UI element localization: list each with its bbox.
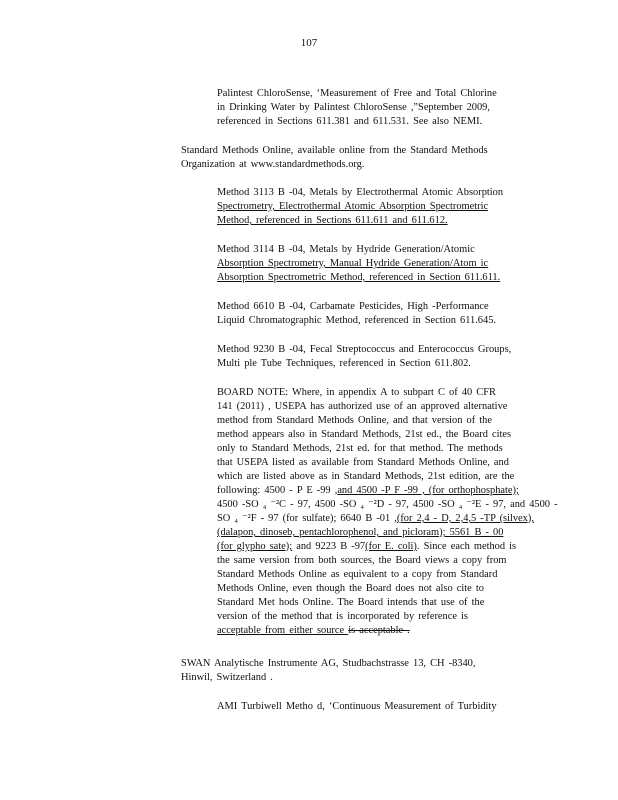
board-note-line-15: Methods Online, even though the Board does not also cite to — [217, 583, 484, 594]
palintest-line-1: Palintest ChloroSense, ‘Measurement of Free and Total Chlorine — [217, 88, 497, 99]
swan-line-1: SWAN Analytische Instrumente AG, Studbachstrasse 13, CH -8340, — [181, 658, 476, 669]
board-note-line-14: Standard Methods Online as equivalent to a copy from Standard — [217, 569, 498, 580]
smo-line-1: Standard Methods Online, available online from the Standard Methods — [181, 145, 488, 156]
standard-methods-online-entry — [181, 144, 488, 172]
board-note-line-16: Standard Met hods Online. The Board intends that use of the — [217, 597, 485, 608]
board-note-line-4: method appears also in Standard Methods, 21st ed., the Board cites — [217, 429, 512, 440]
method-6610-entry — [217, 300, 496, 328]
ami-entry — [217, 700, 497, 714]
board-note — [217, 386, 558, 638]
board-note-line-8-c: (for orthophosphate); — [424, 485, 519, 496]
swan-entry — [181, 657, 475, 685]
board-note-line-18-c: is acceptable . — [348, 625, 410, 636]
board-note-line-10-b: (for 2,4 - D, 2,4,5 -TP (silvex), — [396, 513, 534, 524]
board-note-line-13: the same version from both sources, the Board views a copy from — [217, 555, 507, 566]
page-number: 107 — [300, 37, 318, 49]
method-3113-line-2: Spectrometry, Electrothermal Atomic Absorption Spectrometric — [217, 201, 489, 212]
board-note-line-12-b: and 9223 B -97 — [292, 541, 366, 552]
method-9230-line-1: Method 9230 B -04, Fecal Streptococcus and Enterococcus Groups, — [217, 344, 512, 355]
method-3114-entry — [217, 243, 500, 285]
board-note-line-8 — [217, 484, 558, 498]
board-note-line-5: only to Standard Methods, 21st ed. for that method. The methods — [217, 443, 503, 454]
board-note-line-8-a: following: 4500 - P E -99 , — [217, 485, 338, 496]
board-note-line-12-d: . Since each method is — [416, 541, 517, 552]
method-3114-line-3: Absorption Spectrometric Method, referenced in Section 611.611. — [217, 272, 501, 283]
board-note-line-1: BOARD NOTE: Where, in appendix A to subpart C of 40 CFR — [217, 387, 496, 398]
board-note-line-9: 4500 -SO ₄ ⁻²C - 97, 4500 -SO ₄ ⁻²D - 97, 4500 -SO ₄ ⁻²E - 97, and 4500 - — [217, 499, 558, 510]
method-9230-line-2: Multi ple Tube Techniques, referenced in Section 611.802. — [217, 358, 471, 369]
palintest-entry — [217, 87, 497, 129]
method-3113-line-3: Method, referenced in Sections 611.611 and 611.612. — [217, 215, 448, 226]
board-note-line-7: which are listed above as in Standard Methods, 21st edition, are the — [217, 471, 515, 482]
palintest-line-2: in Drinking Water by Palintest ChloroSense ,”September 2009, — [217, 102, 490, 113]
board-note-line-12-a: (for glypho sate); — [217, 541, 293, 552]
method-3113-line-1: Method 3113 B -04, Metals by Electrothermal Atomic Absorption — [217, 187, 504, 198]
swan-line-2: Hinwil, Switzerland . — [181, 672, 273, 683]
board-note-line-12 — [217, 540, 558, 554]
ami-line-1: AMI Turbiwell Metho d, ‘Continuous Measurement of Turbidity — [217, 701, 497, 712]
board-note-line-18-a: acceptable — [217, 625, 261, 636]
board-note-line-2: 141 (2011) , USEPA has authorized use of an approved alternative — [217, 401, 508, 412]
board-note-line-17: version of the method that is incorporated by reference is — [217, 611, 468, 622]
method-6610-line-1: Method 6610 B -04, Carbamate Pesticides, High -Performance — [217, 301, 489, 312]
method-6610-line-2: Liquid Chromatographic Method, referenced in Section 611.645. — [217, 315, 496, 326]
board-note-line-18 — [217, 624, 558, 638]
board-note-line-12-c: (for E. coli) — [365, 541, 417, 552]
palintest-line-3: referenced in Sections 611.381 and 611.531. See also NEMI. — [217, 116, 483, 127]
board-note-line-8-b: and 4500 -P F -99 , — [337, 485, 425, 496]
method-3113-entry — [217, 186, 503, 228]
board-note-line-6: that USEPA listed as available from Standard Methods Online, and — [217, 457, 509, 468]
board-note-line-10 — [217, 512, 558, 526]
board-note-line-3: method from Standard Methods Online, and that version of the — [217, 415, 492, 426]
method-3114-line-1: Method 3114 B -04, Metals by Hydride Generation/Atomic — [217, 244, 475, 255]
board-note-line-18-b: from either source — [260, 625, 349, 636]
board-note-line-11: (dalapon, dinoseb, pentachlorophenol, and picloram); 5561 B - 00 — [217, 527, 504, 538]
method-3114-line-2: Absorption Spectrometry, Manual Hydride Generation/Atom ic — [217, 258, 489, 269]
smo-line-2: Organization at www.standardmethods.org. — [181, 159, 365, 170]
method-9230-entry — [217, 343, 511, 371]
board-note-line-10-a: SO ₄ ⁻²F - 97 (for sulfate); 6640 B -01 , — [217, 513, 397, 524]
